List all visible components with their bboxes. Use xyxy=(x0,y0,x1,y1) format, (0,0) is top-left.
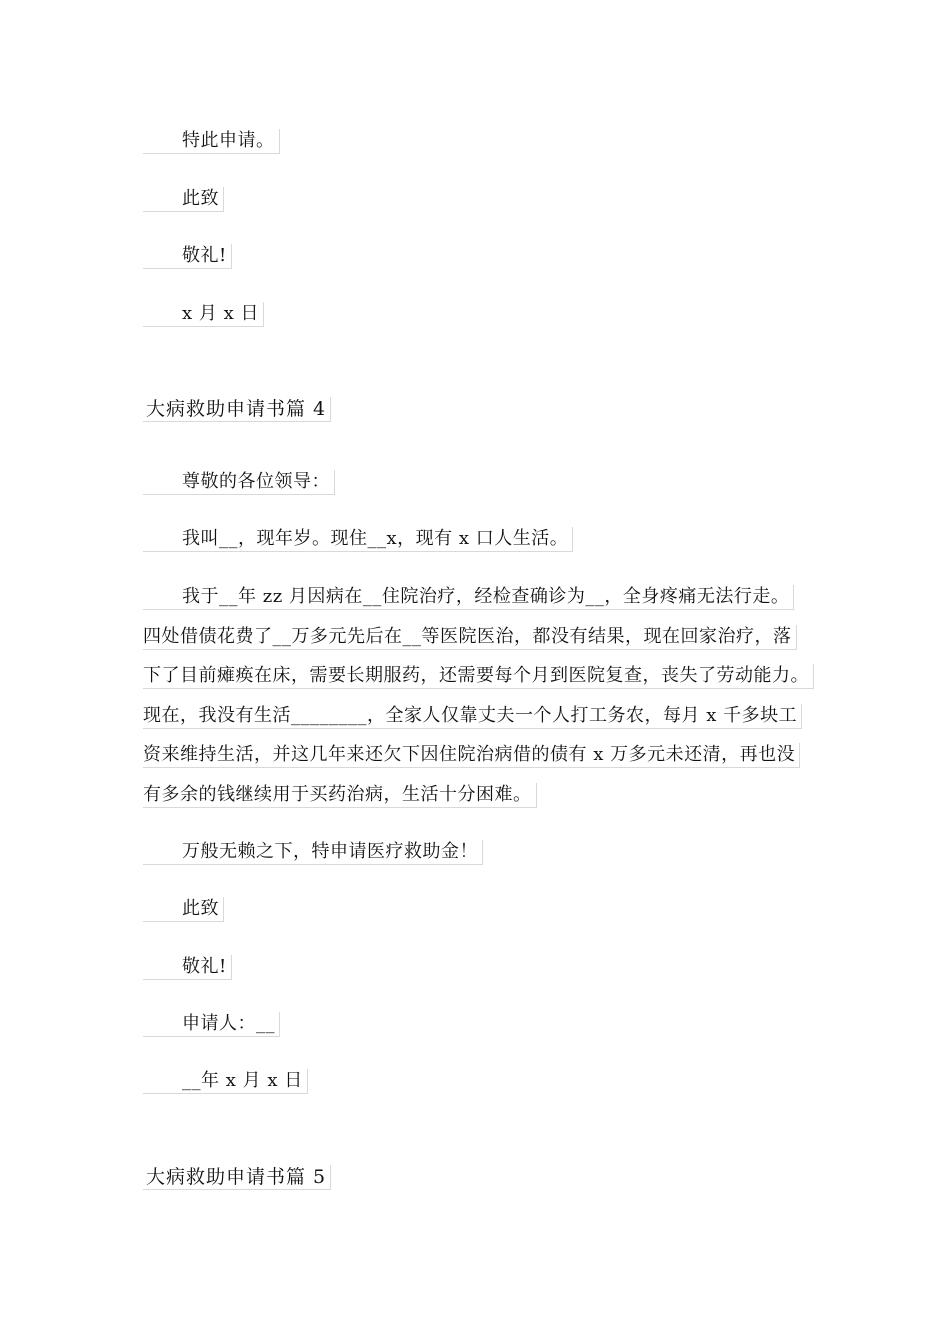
closing-request: 特此申请。 xyxy=(143,129,280,154)
section-4-salutation-1: 此致 xyxy=(143,897,224,922)
section-4-applicant: 申请人：__ xyxy=(143,1012,280,1037)
section-4-intro: 我叫__，现年岁。现住__x，现有 x 口人生活。 xyxy=(143,527,573,552)
section-4-request: 万般无赖之下，特申请医疗救助金！ xyxy=(143,840,483,865)
section-4-heading: 大病救助申请书篇 4 xyxy=(143,397,331,422)
section-4-date: __年 x 月 x 日 xyxy=(143,1069,308,1094)
closing-salutation-2: 敬礼! xyxy=(143,244,232,269)
section-4-body-line: 资来维持生活，并这几年来还欠下因住院治病借的债有 x 万多元未还清，再也没 xyxy=(143,743,800,768)
closing-salutation-1: 此致 xyxy=(143,187,224,212)
section-4-greeting: 尊敬的各位领导： xyxy=(143,470,335,495)
section-5-heading: 大病救助申请书篇 5 xyxy=(143,1165,331,1190)
section-4-body-line: 有多余的钱继续用于买药治病，生活十分困难。 xyxy=(143,783,537,808)
section-4-body-line: 现在，我没有生活________，全家人仅靠丈夫一个人打工务农，每月 x 千多块工 xyxy=(143,704,802,729)
closing-date: x 月 x 日 xyxy=(143,302,264,327)
section-4-salutation-2: 敬礼! xyxy=(143,955,232,980)
section-4-body-line: 四处借债花费了__万多元先后在__等医院医治，都没有结果，现在回家治疗，落 xyxy=(143,625,797,650)
section-4-body-line: 我于__年 zz 月因病在__住院治疗，经检查确诊为__，全身疼痛无法行走。 xyxy=(143,585,794,610)
section-4-body-line: 下了目前瘫痪在床，需要长期服药，还需要每个月到医院复查，丧失了劳动能力。 xyxy=(143,664,814,689)
